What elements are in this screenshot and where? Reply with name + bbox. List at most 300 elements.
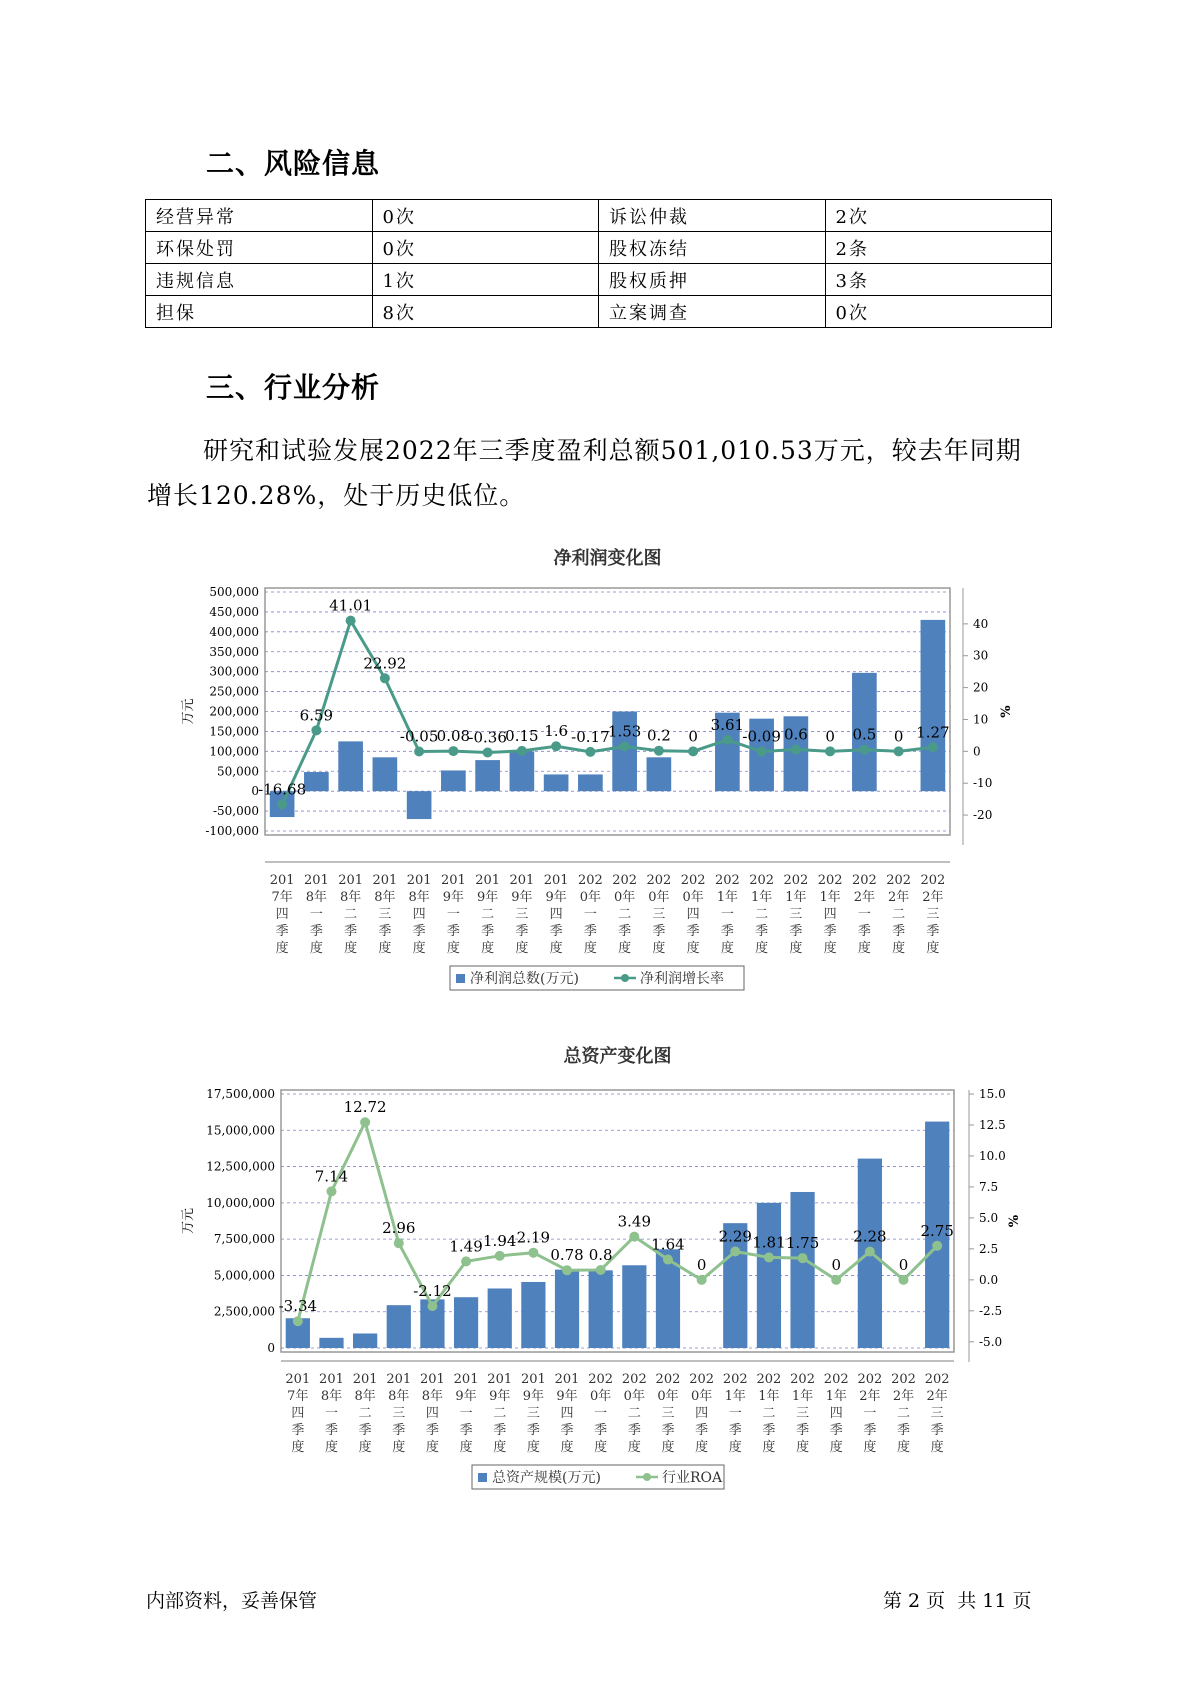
line-point (825, 746, 835, 756)
x-tick-label: 1年 (785, 890, 807, 905)
section-title-industry: 三、行业分析 (206, 371, 381, 404)
x-tick-label: 201 (319, 1372, 344, 1387)
data-label: -16.68 (258, 780, 307, 799)
x-tick-label: 2年 (887, 890, 910, 905)
data-label: 22.92 (363, 654, 407, 673)
left-tick-label: 200,000 (209, 704, 259, 719)
x-tick-label: 季 (897, 1423, 911, 1438)
x-tick-label: 1年 (791, 1389, 814, 1404)
x-tick-label: 9年 (545, 890, 567, 905)
x-tick-label: 季 (583, 924, 597, 939)
line-point (551, 741, 561, 751)
x-tick-label: 度 (930, 1440, 944, 1455)
left-tick-label: 100,000 (209, 744, 259, 759)
line-point (928, 742, 938, 752)
x-tick-label: 季 (526, 1423, 540, 1438)
x-tick-label: 202 (790, 1372, 815, 1387)
line-point (764, 1252, 774, 1262)
right-axis-title: % (999, 705, 1014, 718)
right-tick-label: 2.5 (979, 1241, 999, 1256)
x-tick-label: 0年 (657, 1389, 679, 1404)
left-tick-label: 500,000 (209, 585, 259, 599)
analysis-line-1: 研究和试验发展2022年三季度盈利总额501,010.53万元，较去年同期 (203, 436, 1022, 465)
x-tick-label: 季 (481, 924, 495, 939)
line-point (528, 1248, 538, 1258)
bar (589, 1270, 613, 1348)
x-tick-label: 季 (652, 924, 666, 939)
x-tick-label: 季 (789, 924, 803, 939)
data-label: 0.8 (588, 1245, 613, 1264)
x-tick-label: 度 (857, 941, 871, 956)
data-label: 2.96 (382, 1219, 416, 1238)
x-tick-label: 季 (515, 924, 529, 939)
line-point (346, 616, 356, 626)
x-tick-label: 度 (892, 941, 906, 956)
total-assets-chart (0, 1038, 1191, 1498)
x-tick-label: 季 (661, 1423, 675, 1438)
data-label: -2.12 (413, 1282, 452, 1301)
line-point (596, 1265, 606, 1275)
line-point (360, 1117, 370, 1127)
x-tick-label: 7年 (287, 1389, 309, 1404)
line-point (326, 1186, 336, 1196)
left-tick-label: 10,000,000 (206, 1195, 275, 1210)
x-tick-label: 202 (621, 1372, 647, 1387)
x-tick-label: 三 (515, 907, 529, 922)
x-tick-label: 201 (386, 1372, 412, 1387)
x-tick-label: 度 (755, 941, 769, 956)
data-label: -0.17 (571, 727, 610, 746)
bar (304, 772, 329, 791)
x-tick-label: 二 (897, 1406, 911, 1421)
bar (319, 1338, 343, 1348)
bar (441, 770, 466, 791)
x-tick-label: 201 (520, 1372, 546, 1387)
x-tick-label: 四 (560, 1406, 574, 1421)
legend-bar-swatch (478, 1473, 487, 1482)
x-tick-label: 度 (515, 941, 529, 956)
x-tick-label: 季 (762, 1423, 776, 1438)
line-point (277, 799, 287, 809)
x-tick-label: 四 (425, 1406, 439, 1421)
x-tick-label: 1年 (750, 890, 773, 905)
x-tick-label: 度 (412, 941, 426, 956)
x-tick-label: 0年 (579, 890, 602, 905)
x-tick-label: 7年 (271, 890, 293, 905)
line-point (562, 1265, 572, 1275)
x-tick-label: 201 (420, 1372, 445, 1387)
right-tick-label: 15.0 (979, 1087, 1006, 1101)
x-tick-label: 一 (446, 907, 460, 922)
x-tick-label: 202 (857, 1372, 883, 1387)
bar (521, 1282, 545, 1348)
data-label: 6.59 (299, 706, 334, 725)
data-label: 1.27 (916, 723, 950, 742)
x-tick-label: 度 (695, 1440, 709, 1455)
bar (622, 1265, 646, 1348)
left-tick-label: 300,000 (209, 664, 259, 679)
line-point (697, 1275, 707, 1285)
right-tick-label: 40 (973, 616, 989, 631)
risk-value-cell: 3条 (825, 264, 1052, 296)
line-point (894, 746, 904, 756)
data-label: 41.01 (329, 596, 373, 615)
risk-value-cell: 0次 (825, 296, 1052, 328)
x-tick-label: 度 (291, 1440, 305, 1455)
x-tick-label: 9年 (442, 890, 465, 905)
line-point (654, 746, 664, 756)
chart-title: 净利润变化图 (553, 548, 662, 569)
left-tick-label: 7,500,000 (213, 1232, 275, 1247)
x-tick-label: 季 (560, 1423, 574, 1438)
x-tick-label: 一 (594, 1406, 608, 1421)
data-label: 0 (825, 727, 835, 746)
x-tick-label: 0年 (613, 890, 636, 905)
bar (578, 774, 603, 791)
x-tick-label: 度 (549, 941, 563, 956)
x-tick-label: 度 (926, 941, 940, 956)
x-tick-label: 0年 (648, 890, 670, 905)
left-tick-label: 2,500,000 (213, 1304, 275, 1319)
x-tick-label: 度 (481, 941, 495, 956)
risk-label-cell: 环保处罚 (146, 232, 373, 264)
x-tick-label: 季 (446, 924, 460, 939)
x-tick-label: 2年 (859, 1389, 881, 1404)
x-tick-label: 一 (863, 1406, 877, 1421)
risk-label-cell: 股权冻结 (599, 232, 826, 264)
x-tick-label: 度 (627, 1440, 641, 1455)
x-tick-label: 201 (475, 873, 501, 888)
x-tick-label: 季 (695, 1423, 709, 1438)
data-label: -0.05 (399, 727, 439, 746)
x-tick-label: 1年 (758, 1389, 780, 1404)
x-tick-label: 季 (324, 1423, 338, 1438)
data-label: 0.2 (646, 726, 671, 745)
right-tick-label: 10 (973, 712, 989, 727)
x-tick-label: 201 (453, 1372, 479, 1387)
left-tick-label: 17,500,000 (206, 1087, 275, 1101)
bar (353, 1333, 377, 1348)
x-tick-label: 2年 (892, 1389, 915, 1404)
line-point (585, 747, 595, 757)
risk-value-cell: 0次 (372, 232, 599, 264)
data-label: 0.5 (852, 725, 877, 744)
data-label: 3.49 (617, 1212, 652, 1231)
analysis-paragraph (147, 428, 1047, 518)
bar (373, 757, 398, 791)
x-tick-label: 度 (686, 941, 700, 956)
x-tick-label: 一 (728, 1406, 742, 1421)
x-tick-label: 季 (275, 924, 289, 939)
x-tick-label: 度 (324, 1440, 338, 1455)
right-tick-label: -10 (973, 776, 993, 791)
x-tick-label: 201 (352, 1372, 378, 1387)
data-label: 1.75 (785, 1234, 820, 1253)
x-tick-label: 三 (796, 1406, 810, 1421)
right-tick-label: 0 (973, 744, 981, 759)
bar (475, 760, 500, 791)
left-tick-label: -50,000 (212, 804, 259, 819)
bar (790, 1192, 814, 1348)
right-tick-label: 5.0 (979, 1210, 999, 1225)
risk-label-cell: 担保 (146, 296, 373, 328)
risk-value-cell: 1次 (372, 264, 599, 296)
line-point (757, 747, 767, 757)
left-tick-label: 450,000 (209, 604, 259, 619)
line-point (798, 1253, 808, 1263)
x-tick-label: 202 (749, 873, 775, 888)
x-tick-label: 度 (823, 941, 837, 956)
legend-line-label: 净利润增长率 (640, 971, 724, 987)
data-label: 3.61 (710, 715, 745, 734)
x-tick-label: 度 (728, 1440, 742, 1455)
x-tick-label: 202 (680, 873, 706, 888)
x-tick-label: 202 (886, 873, 912, 888)
x-tick-label: 度 (796, 1440, 810, 1455)
left-tick-label: 350,000 (209, 644, 259, 659)
x-tick-label: 度 (358, 1440, 372, 1455)
line-point (865, 1247, 875, 1257)
data-label: 0 (893, 727, 904, 746)
x-tick-label: 季 (493, 1423, 507, 1438)
risk-value-cell: 8次 (372, 296, 599, 328)
data-label: -3.34 (278, 1297, 318, 1316)
x-tick-label: 季 (412, 924, 426, 939)
line-point (722, 735, 732, 745)
data-label: 2.29 (718, 1227, 752, 1246)
x-tick-label: 201 (338, 873, 364, 888)
risk-label-cell: 立案调查 (599, 296, 826, 328)
legend-bar-swatch (456, 974, 465, 983)
right-tick-label: 7.5 (979, 1179, 999, 1194)
x-tick-label: 8年 (339, 890, 362, 905)
x-tick-label: 度 (897, 1440, 911, 1455)
x-tick-label: 季 (549, 924, 563, 939)
table-row (146, 296, 1052, 328)
x-tick-label: 度 (309, 941, 323, 956)
x-tick-label: 201 (372, 873, 398, 888)
x-tick-label: 度 (661, 1440, 675, 1455)
x-tick-label: 1年 (825, 1389, 847, 1404)
line-point (859, 745, 869, 755)
line-point (730, 1246, 740, 1256)
x-tick-label: 季 (823, 924, 837, 939)
x-tick-label: 度 (652, 941, 666, 956)
legend-line-marker (621, 974, 629, 982)
x-tick-label: 201 (269, 873, 295, 888)
line-point (663, 1255, 673, 1265)
risk-value-cell: 2条 (825, 232, 1052, 264)
line-point (293, 1316, 303, 1326)
footer-page-number: 第 2 页 共 11 页 (883, 1590, 1032, 1612)
x-tick-label: 度 (425, 1440, 439, 1455)
x-tick-label: 三 (661, 1406, 675, 1421)
x-tick-label: 9年 (489, 1389, 511, 1404)
x-tick-label: 度 (459, 1440, 473, 1455)
x-tick-label: 202 (920, 873, 946, 888)
table-row (146, 232, 1052, 264)
x-tick-label: 0年 (590, 1389, 612, 1404)
left-tick-label: 150,000 (209, 724, 259, 739)
x-tick-label: 202 (924, 1372, 950, 1387)
x-tick-label: 2年 (922, 890, 944, 905)
line-point (461, 1256, 471, 1266)
data-label: 0.78 (550, 1246, 584, 1265)
data-label: 7.14 (314, 1167, 349, 1186)
x-tick-label: 季 (728, 1423, 742, 1438)
data-label: 2.75 (920, 1221, 954, 1240)
x-tick-label: 四 (549, 907, 563, 922)
right-tick-label: 20 (973, 680, 989, 695)
x-tick-label: 三 (789, 907, 803, 922)
x-tick-label: 8年 (374, 890, 396, 905)
data-label: -0.09 (742, 727, 781, 746)
x-tick-label: 9年 (522, 1389, 545, 1404)
data-label: 12.72 (343, 1098, 387, 1117)
x-tick-label: 202 (722, 1372, 748, 1387)
x-tick-label: 三 (926, 907, 940, 922)
left-tick-label: 50,000 (217, 764, 259, 779)
x-tick-label: 度 (829, 1440, 843, 1455)
bar (454, 1297, 478, 1348)
right-axis-title: % (1007, 1214, 1022, 1228)
x-tick-label: 三 (392, 1406, 406, 1421)
x-tick-label: 二 (358, 1406, 372, 1421)
x-tick-label: 度 (583, 941, 597, 956)
x-tick-label: 季 (459, 1423, 473, 1438)
x-tick-label: 季 (926, 924, 940, 939)
risk-label-cell: 经营异常 (146, 200, 373, 232)
section-title-risk: 二、风险信息 (206, 147, 381, 180)
bar (544, 774, 569, 791)
x-tick-label: 9年 (556, 1389, 578, 1404)
x-tick-label: 季 (627, 1423, 641, 1438)
x-tick-label: 季 (930, 1423, 944, 1438)
x-tick-label: 9年 (455, 1389, 477, 1404)
data-label: -0.36 (468, 728, 507, 747)
x-tick-label: 202 (689, 1372, 715, 1387)
analysis-line-2: 增长120.28%，处于历史低位。 (147, 481, 526, 510)
right-tick-label: -2.5 (979, 1303, 1003, 1318)
legend-bar-label: 净利润总数(万元) (470, 971, 579, 987)
left-tick-label: 12,500,000 (206, 1159, 275, 1174)
x-tick-label: 0年 (690, 1389, 713, 1404)
risk-label-cell: 诉讼仲裁 (599, 200, 826, 232)
line-point (448, 746, 458, 756)
x-tick-label: 季 (358, 1423, 372, 1438)
x-tick-label: 度 (762, 1440, 776, 1455)
legend-line-label: 行业ROA (662, 1470, 723, 1486)
line-point (831, 1275, 841, 1285)
x-tick-label: 度 (720, 941, 734, 956)
x-tick-label: 季 (686, 924, 700, 939)
line-point (899, 1275, 909, 1285)
bar (510, 751, 535, 791)
right-tick-label: 30 (973, 648, 989, 663)
risk-label-cell: 违规信息 (146, 264, 373, 296)
x-tick-label: 202 (577, 873, 603, 888)
right-tick-label: -20 (973, 808, 993, 823)
left-axis-title: 万元 (181, 698, 196, 725)
line-point (932, 1241, 942, 1251)
x-tick-label: 9年 (511, 890, 533, 905)
x-tick-label: 1年 (716, 890, 739, 905)
right-tick-label: 12.5 (979, 1117, 1006, 1132)
x-tick-label: 四 (829, 1406, 843, 1421)
line-point (791, 744, 801, 754)
x-tick-label: 202 (612, 873, 638, 888)
data-label: 0.6 (783, 725, 808, 744)
x-tick-label: 度 (560, 1440, 574, 1455)
x-tick-label: 201 (303, 873, 329, 888)
bar (338, 741, 363, 791)
x-tick-label: 季 (796, 1423, 810, 1438)
line-point (311, 725, 321, 735)
bar (488, 1288, 512, 1348)
left-axis-title: 万元 (181, 1207, 196, 1235)
x-tick-label: 201 (487, 1372, 513, 1387)
x-tick-label: 8年 (320, 1389, 343, 1404)
x-tick-label: 202 (756, 1372, 782, 1387)
legend-bar-label: 总资产规模(万元) (492, 1470, 601, 1486)
x-tick-label: 201 (440, 873, 466, 888)
risk-value-cell: 0次 (372, 200, 599, 232)
risk-value-cell: 2次 (825, 200, 1052, 232)
data-label: 1.6 (544, 722, 569, 741)
line-point (629, 1232, 639, 1242)
bar (555, 1270, 579, 1348)
bar (757, 1203, 781, 1348)
x-tick-label: 二 (762, 1406, 776, 1421)
bar (647, 757, 672, 791)
line-point (483, 747, 493, 757)
x-tick-label: 四 (686, 907, 700, 922)
x-tick-label: 9年 (476, 890, 499, 905)
line-point (394, 1238, 404, 1248)
chart-title: 总资产变化图 (563, 1046, 672, 1067)
x-tick-label: 季 (720, 924, 734, 939)
x-tick-label: 度 (594, 1440, 608, 1455)
x-tick-label: 季 (857, 924, 871, 939)
x-tick-label: 二 (344, 907, 358, 922)
table-row (146, 200, 1052, 232)
line-point (414, 746, 424, 756)
x-tick-label: 一 (857, 907, 871, 922)
x-tick-label: 0年 (623, 1389, 645, 1404)
x-tick-label: 8年 (408, 890, 430, 905)
x-tick-label: 一 (720, 907, 734, 922)
net-profit-chart (0, 540, 1191, 1000)
data-label: 1.49 (449, 1237, 483, 1256)
x-tick-label: 201 (554, 1372, 580, 1387)
x-tick-label: 三 (652, 907, 666, 922)
x-tick-label: 二 (493, 1406, 507, 1421)
x-tick-label: 季 (344, 924, 358, 939)
x-tick-label: 季 (291, 1423, 305, 1438)
x-tick-label: 201 (406, 873, 432, 888)
data-label: 0 (688, 727, 698, 746)
footer-confidential: 内部资料，妥善保管 (146, 1590, 318, 1612)
x-tick-label: 202 (646, 873, 672, 888)
left-tick-label: 5,000,000 (213, 1268, 275, 1283)
right-tick-label: 10.0 (979, 1148, 1006, 1163)
risk-label-cell: 股权质押 (599, 264, 826, 296)
x-tick-label: 四 (291, 1406, 305, 1421)
x-tick-label: 8年 (388, 1389, 410, 1404)
data-label: 1.53 (607, 722, 642, 741)
x-tick-label: 度 (493, 1440, 507, 1455)
data-label: 0 (696, 1255, 707, 1274)
